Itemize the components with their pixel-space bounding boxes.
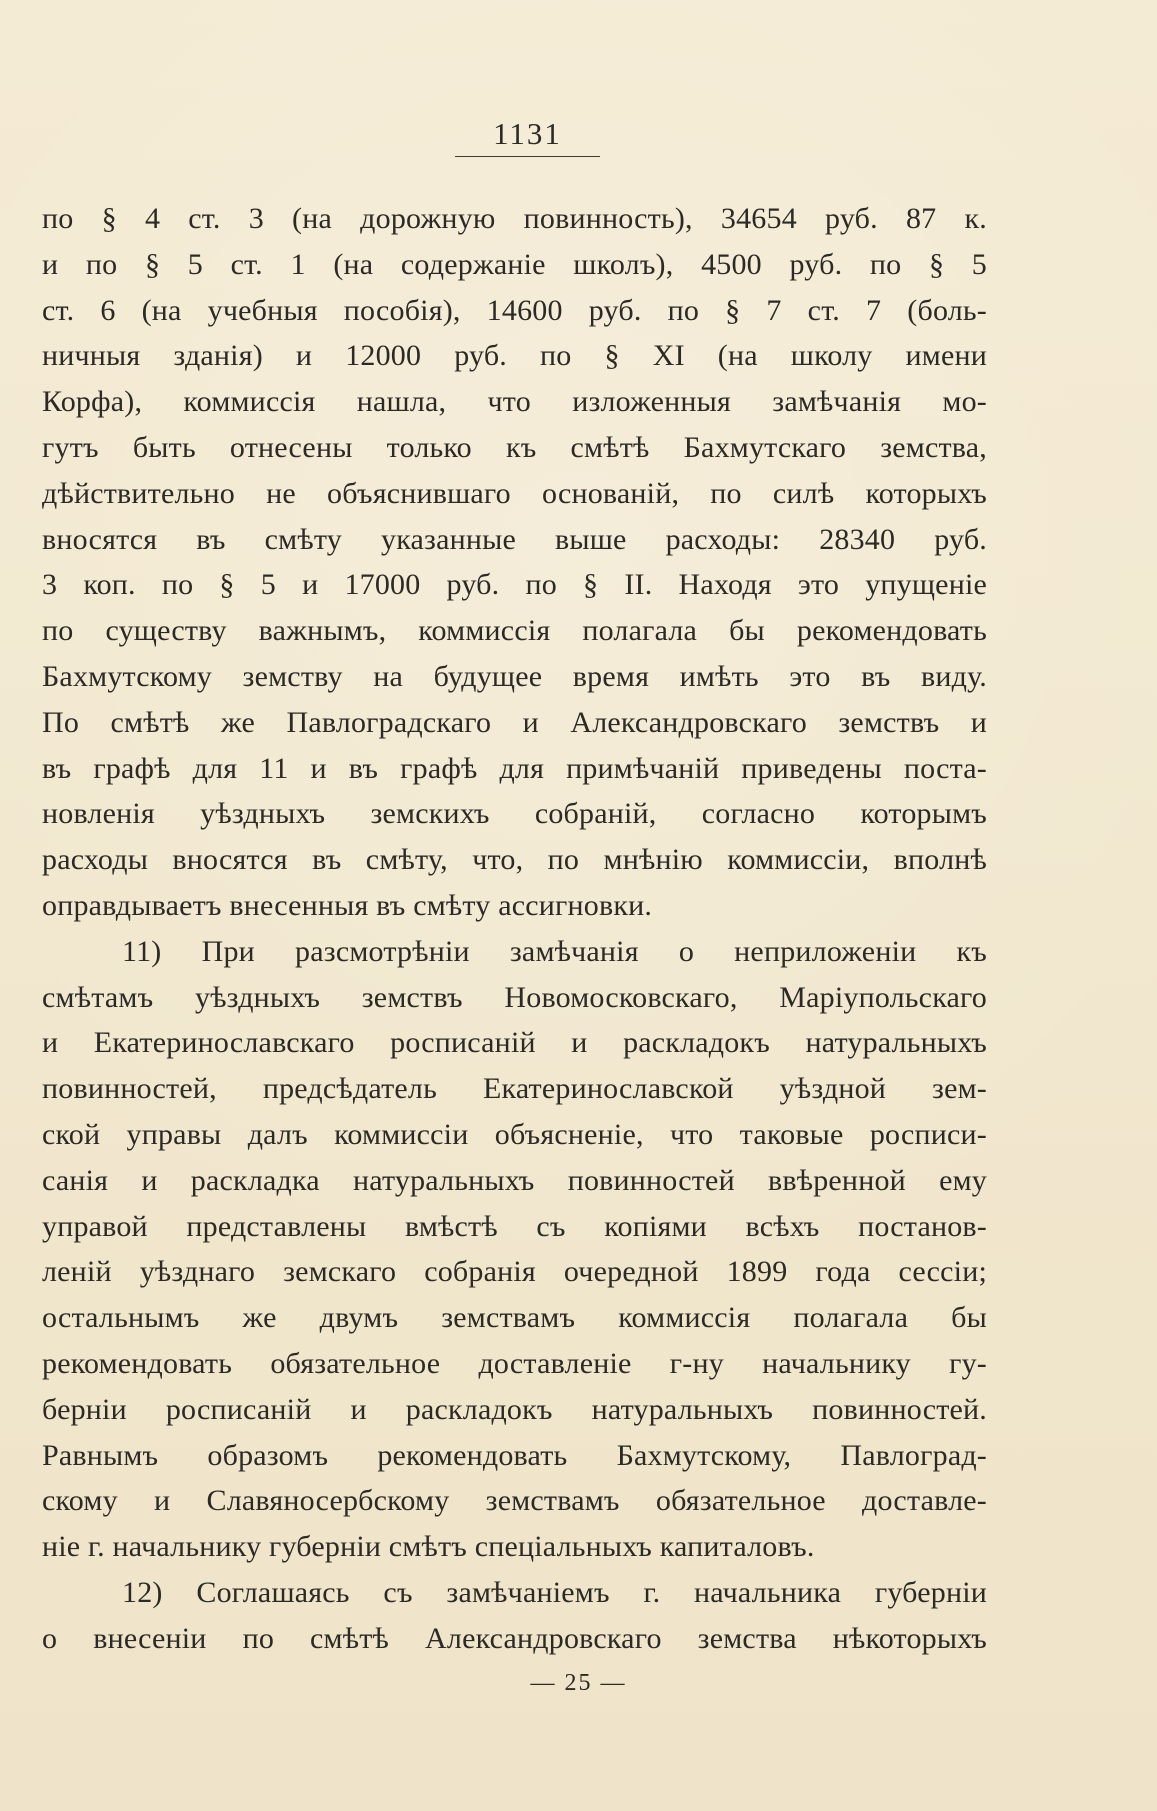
text-line: и Екатеринославскаго росписаній и раскладокъ натуральныхъ: [42, 1026, 987, 1060]
text-line: ничныя зданія) и 12000 руб. по § XI (на школу имени: [42, 339, 987, 373]
text-line: о внесеніи по смѣтѣ Александровскаго земства нѣкоторыхъ: [42, 1621, 987, 1655]
text-line: ніе г. начальнику губерніи смѣтъ спеціальныхъ капиталовъ.: [42, 1530, 815, 1564]
text-line: остальнымъ же двумъ земствамъ коммиссія полагала бы: [42, 1301, 987, 1335]
text-line: по существу важнымъ, коммиссія полагала бы рекомендовать: [42, 614, 987, 648]
text-line: скому и Славяносербскому земствамъ обязательное доставле-: [42, 1484, 987, 1518]
body-text: [42, 196, 987, 1662]
page-number: 1131: [455, 116, 600, 157]
footer-page-marker: — 25 —: [530, 1670, 627, 1696]
text-line: По смѣтѣ же Павлоградскаго и Александровскаго земствъ и: [42, 705, 987, 739]
text-line: гутъ быть отнесены только къ смѣтѣ Бахмутскаго земства,: [42, 430, 987, 464]
text-line: смѣтамъ уѣздныхъ земствъ Новомосковскаго, Маріупольскаго: [42, 980, 987, 1014]
text-line: повинностей, предсѣдатель Екатеринославской уѣздной зем-: [42, 1072, 987, 1106]
text-line: новленія уѣздныхъ земскихъ собраній, согласно которымъ: [42, 797, 987, 831]
text-line: Равнымъ образомъ рекомендовать Бахмутскому, Павлоград-: [42, 1438, 987, 1472]
text-line: Корфа), коммиссія нашла, что изложенныя замѣчанія мо-: [42, 385, 987, 419]
text-line: ст. 6 (на учебныя пособія), 14600 руб. по § 7 ст. 7 (боль-: [42, 293, 987, 327]
text-line: берніи росписаній и раскладокъ натуральныхъ повинностей.: [42, 1392, 987, 1426]
text-line: леній уѣзднаго земскаго собранія очередной 1899 года сессіи;: [42, 1255, 987, 1289]
text-line: санія и раскладка натуральныхъ повинностей ввѣренной ему: [42, 1163, 987, 1197]
text-line: расходы вносятся въ смѣту, что, по мнѣнію коммиссіи, вполнѣ: [42, 843, 987, 877]
text-line: ской управы далъ коммиссіи объясненіе, что таковые росписи-: [42, 1117, 987, 1151]
paragraph-start-line: 11) При разсмотрѣніи замѣчанія о неприложеніи къ: [122, 934, 987, 968]
text-line: оправдываетъ внесенныя въ смѣту ассигновки.: [42, 888, 653, 922]
text-line: дѣйствительно не объяснившаго основаній, по силѣ которыхъ: [42, 476, 987, 510]
text-line: управой представлены вмѣстѣ съ копіями всѣхъ постанов-: [42, 1209, 987, 1243]
text-line: по § 4 ст. 3 (на дорожную повинность), 34654 руб. 87 к.: [42, 202, 987, 235]
text-line: 3 коп. по § 5 и 17000 руб. по § II. Находя это упущеніе: [42, 568, 987, 602]
text-line: въ графѣ для 11 и въ графѣ для примѣчаній приведены поста-: [42, 751, 987, 785]
text-line: вносятся въ смѣту указанные выше расходы: 28340 руб.: [42, 522, 987, 556]
paragraph-start-line: 12) Соглашаясь съ замѣчаніемъ г. начальника губерніи: [122, 1575, 987, 1609]
text-line: и по § 5 ст. 1 (на содержаніе школъ), 4500 руб. по § 5: [42, 247, 987, 281]
text-line: Бахмутскому земству на будущее время имѣть это въ виду.: [42, 659, 987, 693]
text-line: рекомендовать обязательное доставленіе г-ну начальнику гу-: [42, 1346, 987, 1380]
